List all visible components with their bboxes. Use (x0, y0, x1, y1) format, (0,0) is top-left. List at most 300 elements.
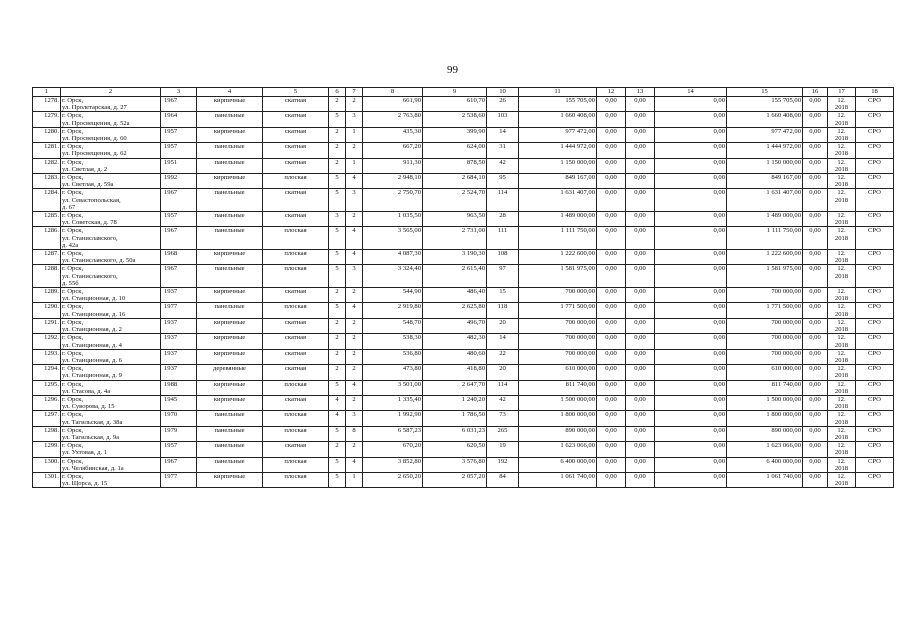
zero-cell: 0,00 (597, 365, 626, 380)
floors-cell: 2 (329, 97, 346, 112)
zero-cell: 0,00 (626, 143, 655, 158)
zero-cell: 0,00 (597, 318, 626, 333)
entrances-cell: 4 (346, 303, 363, 318)
address-cell (61, 189, 161, 212)
deadline-cell (828, 97, 856, 112)
deadline-cell (828, 288, 856, 303)
year-cell: 1992 (161, 174, 197, 189)
floors-cell: 2 (329, 158, 346, 173)
zero-cell: 0,00 (655, 457, 727, 472)
zero-cell: 0,00 (597, 112, 626, 127)
total-cost-cell: 1 489 000,00 (519, 212, 597, 227)
cost-sum-cell: 1 150 000,00 (727, 158, 803, 173)
column-header: 4 (197, 88, 263, 97)
residents-cell: 20 (487, 318, 519, 333)
zero-cell: 0,00 (655, 158, 727, 173)
wall-material-cell: панельные (197, 143, 263, 158)
column-number-row (33, 88, 894, 97)
deadline-cell (828, 411, 856, 426)
deadline-cell-line: 2018 (834, 403, 849, 411)
deadline-cell-line: 12. (837, 365, 846, 373)
deadline-cell (828, 349, 856, 364)
address-cell (61, 227, 161, 250)
deadline-cell-line: 2018 (834, 433, 849, 441)
address-cell-line: г. Орск, (62, 227, 84, 235)
cost-sum-cell: 610 000,00 (727, 365, 803, 380)
column-header: 15 (727, 88, 803, 97)
address-cell-line: ул. Просвещения, д. 52а (62, 119, 130, 127)
deadline-cell-line: 12. (837, 112, 846, 120)
address-cell-line: ул. Просвещения, д. 60 (62, 135, 127, 143)
roof-type-cell: скатная (263, 318, 329, 333)
zero-cell: 0,00 (626, 365, 655, 380)
row-number-cell: 1290. (33, 303, 61, 318)
zero-cell: 0,00 (655, 334, 727, 349)
deadline-cell (828, 265, 856, 288)
row-number-cell: 1295. (33, 380, 61, 395)
deadline-cell-line: 2018 (834, 356, 849, 364)
zero-cell: 0,00 (655, 97, 727, 112)
address-cell-line: г. Орск, (62, 158, 84, 166)
address-cell (61, 97, 161, 112)
year-cell: 1937 (161, 318, 197, 333)
wall-material-cell: панельные (197, 212, 263, 227)
roof-type-cell: скатная (263, 365, 329, 380)
deadline-cell (828, 227, 856, 250)
zero-cell: 0,00 (626, 442, 655, 457)
deadline-cell-line: 2018 (834, 272, 849, 280)
deadline-cell-line: 2018 (834, 464, 849, 472)
funding-source-cell: СРО (856, 318, 894, 333)
floors-cell: 5 (329, 250, 346, 265)
address-cell-line: г. Орск, (62, 97, 84, 104)
row-number-cell: 1289. (33, 288, 61, 303)
entrances-cell: 2 (346, 442, 363, 457)
living-area-cell: 496,70 (423, 318, 487, 333)
row-number-cell: 1284. (33, 189, 61, 212)
zero-cell: 0,00 (597, 158, 626, 173)
total-area-cell: 911,30 (363, 158, 423, 173)
row-number-cell: 1291. (33, 318, 61, 333)
address-cell-line: ул. Светлая, д. 59а (62, 181, 114, 189)
deadline-cell (828, 174, 856, 189)
year-cell: 1967 (161, 97, 197, 112)
address-cell-line: ул. Пролетарская, д. 27 (62, 104, 127, 112)
wall-material-cell: кирпичные (197, 97, 263, 112)
zero-cell: 0,00 (803, 411, 828, 426)
row-number-cell: 1279. (33, 112, 61, 127)
deadline-cell-line: 12. (837, 472, 846, 480)
table-row (33, 380, 894, 395)
table-row (33, 288, 894, 303)
deadline-cell-line: 12. (837, 250, 846, 258)
total-area-cell: 3 501,00 (363, 380, 423, 395)
total-cost-cell: 700 000,00 (519, 349, 597, 364)
year-cell: 1967 (161, 227, 197, 250)
column-header: 11 (519, 88, 597, 97)
entrances-cell: 1 (346, 158, 363, 173)
deadline-cell-line: 12. (837, 318, 846, 326)
funding-source-cell: СРО (856, 349, 894, 364)
housing-table (32, 87, 894, 488)
entrances-cell: 3 (346, 189, 363, 212)
zero-cell: 0,00 (655, 189, 727, 212)
residents-cell: 265 (487, 426, 519, 441)
living-area-cell: 610,70 (423, 97, 487, 112)
total-area-cell: 2 948,10 (363, 174, 423, 189)
deadline-cell-line: 2018 (834, 219, 849, 227)
zero-cell: 0,00 (655, 288, 727, 303)
total-area-cell: 536,80 (363, 349, 423, 364)
floors-cell: 2 (329, 127, 346, 142)
column-header: 16 (803, 88, 828, 97)
total-area-cell: 3 565,00 (363, 227, 423, 250)
zero-cell: 0,00 (803, 303, 828, 318)
zero-cell: 0,00 (655, 265, 727, 288)
wall-material-cell: кирпичные (197, 472, 263, 487)
zero-cell: 0,00 (597, 380, 626, 395)
zero-cell: 0,00 (655, 318, 727, 333)
zero-cell: 0,00 (626, 265, 655, 288)
address-cell-line: ул. Станиславского, (62, 234, 118, 242)
funding-source-cell: СРО (856, 457, 894, 472)
cost-sum-cell: 700 000,00 (727, 288, 803, 303)
zero-cell: 0,00 (597, 334, 626, 349)
cost-sum-cell: 1 771 500,00 (727, 303, 803, 318)
table-row (33, 349, 894, 364)
living-area-cell: 480,60 (423, 349, 487, 364)
floors-cell: 2 (329, 442, 346, 457)
cost-sum-cell: 700 000,00 (727, 349, 803, 364)
deadline-cell-line: 2018 (834, 295, 849, 303)
deadline-cell-line: 2018 (834, 119, 849, 127)
deadline-cell (828, 426, 856, 441)
entrances-cell: 4 (346, 227, 363, 250)
roof-type-cell: плоская (263, 472, 329, 487)
table-row (33, 411, 894, 426)
entrances-cell: 2 (346, 349, 363, 364)
column-header: 14 (655, 88, 727, 97)
zero-cell: 0,00 (655, 349, 727, 364)
floors-cell: 5 (329, 265, 346, 288)
zero-cell: 0,00 (803, 318, 828, 333)
zero-cell: 0,00 (626, 227, 655, 250)
floors-cell: 4 (329, 395, 346, 410)
residents-cell: 20 (487, 365, 519, 380)
roof-type-cell: плоская (263, 380, 329, 395)
roof-type-cell: скатная (263, 189, 329, 212)
total-area-cell: 2 750,70 (363, 189, 423, 212)
living-area-cell: 3 576,80 (423, 457, 487, 472)
deadline-cell (828, 189, 856, 212)
total-area-cell: 3 324,40 (363, 265, 423, 288)
zero-cell: 0,00 (803, 442, 828, 457)
zero-cell: 0,00 (803, 265, 828, 288)
floors-cell: 5 (329, 457, 346, 472)
residents-cell: 14 (487, 127, 519, 142)
cost-sum-cell: 1 631 407,00 (727, 189, 803, 212)
funding-source-cell: СРО (856, 158, 894, 173)
deadline-cell-line: 12. (837, 127, 846, 135)
row-number-cell: 1282. (33, 158, 61, 173)
funding-source-cell: СРО (856, 334, 894, 349)
total-cost-cell: 6 400 000,00 (519, 457, 597, 472)
total-cost-cell: 1 061 740,00 (519, 472, 597, 487)
row-number-cell: 1298. (33, 426, 61, 441)
entrances-cell: 3 (346, 112, 363, 127)
column-header: 5 (263, 88, 329, 97)
living-area-cell: 482,30 (423, 334, 487, 349)
total-cost-cell: 610 000,00 (519, 365, 597, 380)
living-area-cell: 1 240,20 (423, 395, 487, 410)
living-area-cell: 878,50 (423, 158, 487, 173)
zero-cell: 0,00 (803, 189, 828, 212)
deadline-cell-line: 2018 (834, 150, 849, 158)
deadline-cell (828, 395, 856, 410)
deadline-cell-line: 2018 (834, 196, 849, 204)
address-cell-line: ул. Суворова, д. 15 (62, 403, 115, 411)
residents-cell: 118 (487, 303, 519, 318)
living-area-cell: 2 524,70 (423, 189, 487, 212)
deadline-cell (828, 250, 856, 265)
zero-cell: 0,00 (626, 380, 655, 395)
zero-cell: 0,00 (655, 112, 727, 127)
address-cell (61, 426, 161, 441)
address-cell-line: г. Орск, (62, 472, 84, 480)
deadline-cell-line: 12. (837, 426, 846, 434)
address-cell (61, 442, 161, 457)
floors-cell: 5 (329, 380, 346, 395)
deadline-cell-line: 2018 (834, 372, 849, 380)
deadline-cell-line: 12. (837, 349, 846, 357)
table-row (33, 365, 894, 380)
entrances-cell: 2 (346, 212, 363, 227)
living-area-cell: 624,00 (423, 143, 487, 158)
zero-cell: 0,00 (597, 212, 626, 227)
funding-source-cell: СРО (856, 472, 894, 487)
living-area-cell: 2 625,80 (423, 303, 487, 318)
address-cell (61, 365, 161, 380)
zero-cell: 0,00 (803, 174, 828, 189)
address-cell-line: ул. Светлая, д. 2 (62, 165, 108, 173)
address-cell-line: ул. Станционная, д. 2 (62, 326, 122, 334)
deadline-cell (828, 112, 856, 127)
zero-cell: 0,00 (597, 349, 626, 364)
table-row (33, 212, 894, 227)
zero-cell: 0,00 (803, 127, 828, 142)
cost-sum-cell: 1 660 408,00 (727, 112, 803, 127)
deadline-cell-line: 12. (837, 334, 846, 342)
funding-source-cell: СРО (856, 288, 894, 303)
year-cell: 1977 (161, 303, 197, 318)
residents-cell: 28 (487, 212, 519, 227)
deadline-cell (828, 457, 856, 472)
year-cell: 1967 (161, 265, 197, 288)
floors-cell: 5 (329, 189, 346, 212)
zero-cell: 0,00 (597, 426, 626, 441)
zero-cell: 0,00 (597, 303, 626, 318)
total-cost-cell: 700 000,00 (519, 288, 597, 303)
zero-cell: 0,00 (655, 365, 727, 380)
row-number-cell: 1294. (33, 365, 61, 380)
address-cell-line: ул. Просвещения, д. 62 (62, 150, 127, 158)
deadline-cell (828, 212, 856, 227)
roof-type-cell: плоская (263, 426, 329, 441)
zero-cell: 0,00 (803, 395, 828, 410)
total-cost-cell: 1 623 066,00 (519, 442, 597, 457)
deadline-cell-line: 2018 (834, 257, 849, 265)
deadline-cell (828, 380, 856, 395)
residents-cell: 31 (487, 143, 519, 158)
address-cell (61, 349, 161, 364)
deadline-cell-line: 2018 (834, 135, 849, 143)
total-area-cell: 544,90 (363, 288, 423, 303)
row-number-cell: 1281. (33, 143, 61, 158)
row-number-cell: 1285. (33, 212, 61, 227)
residents-cell: 26 (487, 97, 519, 112)
deadline-cell-line: 2018 (834, 418, 849, 426)
residents-cell: 15 (487, 288, 519, 303)
roof-type-cell: скатная (263, 112, 329, 127)
wall-material-cell: кирпичные (197, 127, 263, 142)
zero-cell: 0,00 (626, 212, 655, 227)
address-cell-line: г. Орск, (62, 174, 84, 182)
wall-material-cell: панельные (197, 227, 263, 250)
row-number-cell: 1299. (33, 442, 61, 457)
column-header: 9 (423, 88, 487, 97)
deadline-cell-line: 12. (837, 303, 846, 311)
floors-cell: 5 (329, 174, 346, 189)
address-cell-line: г. Орск, (62, 334, 84, 342)
address-cell-line: ул. Советская, д. 78 (62, 219, 117, 227)
total-area-cell: 2 919,80 (363, 303, 423, 318)
roof-type-cell: скатная (263, 395, 329, 410)
wall-material-cell: панельные (197, 426, 263, 441)
zero-cell: 0,00 (626, 127, 655, 142)
address-cell-line: г. Орск, (62, 127, 84, 135)
living-area-cell: 1 786,50 (423, 411, 487, 426)
residents-cell: 192 (487, 457, 519, 472)
funding-source-cell: СРО (856, 395, 894, 410)
funding-source-cell: СРО (856, 265, 894, 288)
address-cell-line: д. 42а (62, 241, 79, 249)
zero-cell: 0,00 (803, 472, 828, 487)
address-cell (61, 127, 161, 142)
deadline-cell-line: 12. (837, 411, 846, 419)
living-area-cell: 2 647,70 (423, 380, 487, 395)
cost-sum-cell: 1 581 975,00 (727, 265, 803, 288)
total-cost-cell: 811 740,00 (519, 380, 597, 395)
funding-source-cell: СРО (856, 212, 894, 227)
living-area-cell: 2 538,60 (423, 112, 487, 127)
address-cell-line: ул. Станиславского, д. 50а (62, 257, 136, 265)
entrances-cell: 1 (346, 127, 363, 142)
deadline-cell-line: 12. (837, 189, 846, 197)
entrances-cell: 2 (346, 97, 363, 112)
deadline-cell-line: 12. (837, 227, 846, 235)
total-cost-cell: 849 167,00 (519, 174, 597, 189)
cost-sum-cell: 155 705,00 (727, 97, 803, 112)
table-row (33, 265, 894, 288)
table-row (33, 442, 894, 457)
row-number-cell: 1288. (33, 265, 61, 288)
address-cell-line: г. Орск, (62, 189, 84, 197)
zero-cell: 0,00 (597, 457, 626, 472)
deadline-cell (828, 127, 856, 142)
year-cell: 1945 (161, 395, 197, 410)
living-area-cell: 963,50 (423, 212, 487, 227)
roof-type-cell: плоская (263, 227, 329, 250)
address-cell-line: ул. Станционная, д. 16 (62, 310, 126, 318)
deadline-cell-line: 2018 (834, 326, 849, 334)
cost-sum-cell: 977 472,00 (727, 127, 803, 142)
address-cell-line: г. Орск, (62, 380, 84, 388)
table-row (33, 250, 894, 265)
wall-material-cell: панельные (197, 457, 263, 472)
wall-material-cell: кирпичные (197, 334, 263, 349)
zero-cell: 0,00 (655, 227, 727, 250)
cost-sum-cell: 1 222 600,00 (727, 250, 803, 265)
year-cell: 1957 (161, 212, 197, 227)
year-cell: 1937 (161, 349, 197, 364)
cost-sum-cell: 1 111 750,00 (727, 227, 803, 250)
zero-cell: 0,00 (626, 97, 655, 112)
zero-cell: 0,00 (626, 426, 655, 441)
living-area-cell: 2 057,20 (423, 472, 487, 487)
total-area-cell: 3 852,80 (363, 457, 423, 472)
entrances-cell: 3 (346, 411, 363, 426)
entrances-cell: 1 (346, 472, 363, 487)
zero-cell: 0,00 (803, 349, 828, 364)
address-cell-line: ул. Станционная, д. 10 (62, 295, 126, 303)
zero-cell: 0,00 (655, 442, 727, 457)
living-area-cell: 2 615,40 (423, 265, 487, 288)
row-number-cell: 1300. (33, 457, 61, 472)
cost-sum-cell: 811 740,00 (727, 380, 803, 395)
roof-type-cell: скатная (263, 212, 329, 227)
entrances-cell: 4 (346, 457, 363, 472)
row-number-cell: 1283. (33, 174, 61, 189)
deadline-cell-line: 2018 (834, 387, 849, 395)
address-cell-line: ул. Тагильская, д. 9а (62, 433, 120, 441)
column-header: 3 (161, 88, 197, 97)
address-cell (61, 318, 161, 333)
deadline-cell-line: 2018 (834, 165, 849, 173)
residents-cell: 111 (487, 227, 519, 250)
address-cell-line: д. 67 (62, 203, 76, 211)
column-header: 17 (828, 88, 856, 97)
zero-cell: 0,00 (803, 158, 828, 173)
column-header: 18 (856, 88, 894, 97)
zero-cell: 0,00 (655, 250, 727, 265)
roof-type-cell: скатная (263, 127, 329, 142)
zero-cell: 0,00 (655, 472, 727, 487)
table-body (33, 97, 894, 488)
funding-source-cell: СРО (856, 250, 894, 265)
deadline-cell-line: 12. (837, 395, 846, 403)
roof-type-cell: скатная (263, 97, 329, 112)
address-cell (61, 380, 161, 395)
table-row (33, 426, 894, 441)
zero-cell: 0,00 (597, 265, 626, 288)
address-cell-line: ул. Стасова, д. 4а (62, 387, 111, 395)
row-number-cell: 1292. (33, 334, 61, 349)
zero-cell: 0,00 (597, 227, 626, 250)
deadline-cell-line: 2018 (834, 480, 849, 488)
deadline-cell (828, 303, 856, 318)
column-header: 10 (487, 88, 519, 97)
total-cost-cell: 1 660 408,00 (519, 112, 597, 127)
